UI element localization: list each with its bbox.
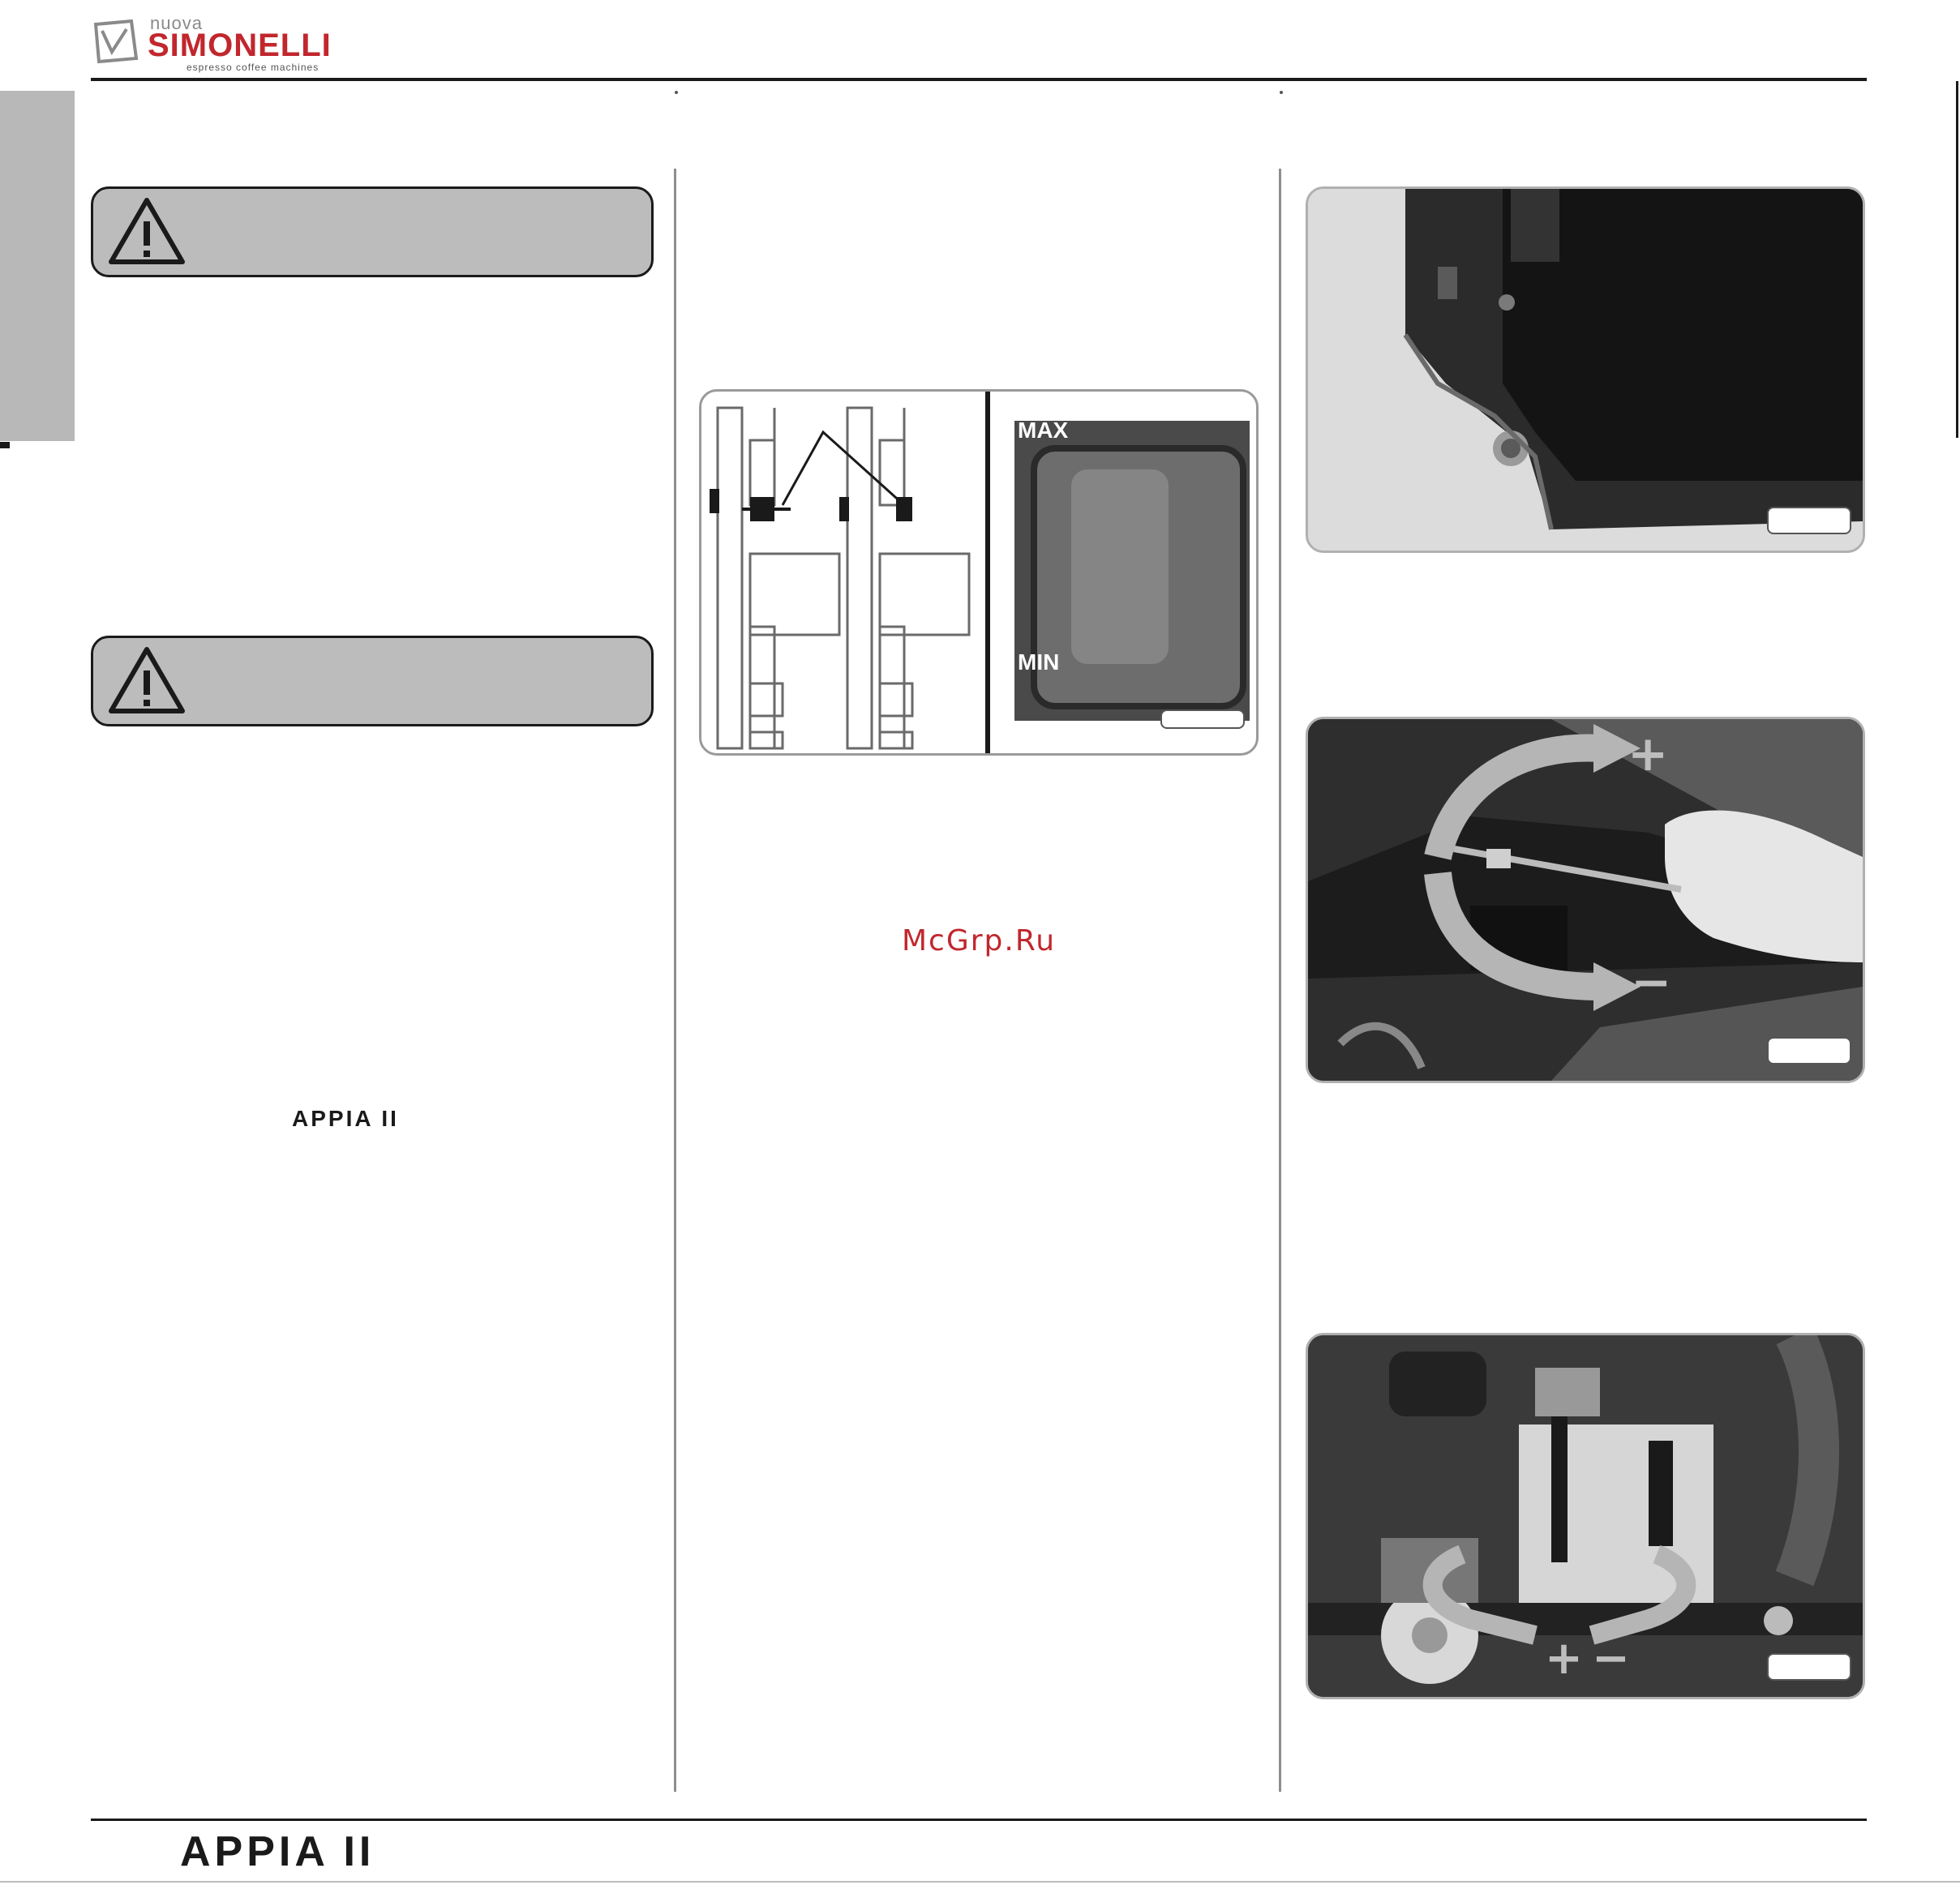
increase-sign: + [1628, 726, 1669, 782]
warning-box [91, 186, 654, 277]
column-marker [1280, 91, 1283, 94]
section-tab-edge [0, 442, 10, 448]
model-name-inline: APPIA II [292, 1106, 399, 1131]
figure-number-box [1767, 507, 1851, 534]
brand-logo [91, 13, 375, 73]
footer-model-name: APPIA II [180, 1828, 375, 1875]
figure-schematic-gauge [699, 389, 1259, 756]
panel-corner-photo [1308, 189, 1863, 551]
pressure-adjust-photo [1308, 719, 1863, 1081]
gauge-glass [1071, 469, 1169, 664]
level-gauge-photo [1014, 418, 1250, 721]
margin-mark [1956, 81, 1958, 438]
increase-sign: + [1545, 1632, 1583, 1685]
max-label: MAX [1018, 418, 1069, 443]
decrease-sign: − [1592, 1632, 1630, 1685]
page-bottom-edge [0, 1881, 1960, 1883]
logo-nuova-text: nuova [150, 13, 203, 33]
decrease-sign: − [1631, 954, 1672, 1011]
figure-divider [985, 392, 990, 753]
logo-brand-text: SIMONELLI [148, 28, 332, 63]
figure-panel-corner [1306, 186, 1865, 553]
figure-pressure-adjust [1306, 717, 1865, 1083]
column-divider [674, 169, 676, 1792]
column-marker [675, 91, 678, 94]
figure-pump-adjust [1306, 1333, 1865, 1699]
warning-icon [106, 643, 187, 718]
logo-tagline: espresso coffee machines [187, 62, 320, 73]
footer-rule [91, 1819, 1867, 1821]
warning-icon [106, 194, 187, 268]
figure-number-box [1160, 709, 1245, 729]
watermark-text: McGrp.Ru [902, 924, 1057, 957]
column-divider [1279, 169, 1281, 1792]
warning-box [91, 636, 654, 726]
header-rule [91, 78, 1867, 81]
hydraulic-schematic [701, 392, 993, 753]
pump-adjust-photo [1308, 1335, 1863, 1697]
figure-number-box [1767, 1037, 1851, 1065]
section-tab [0, 91, 75, 441]
min-label: MIN [1018, 649, 1060, 675]
figure-number-box [1767, 1653, 1851, 1681]
logo-mark-icon [91, 19, 139, 65]
